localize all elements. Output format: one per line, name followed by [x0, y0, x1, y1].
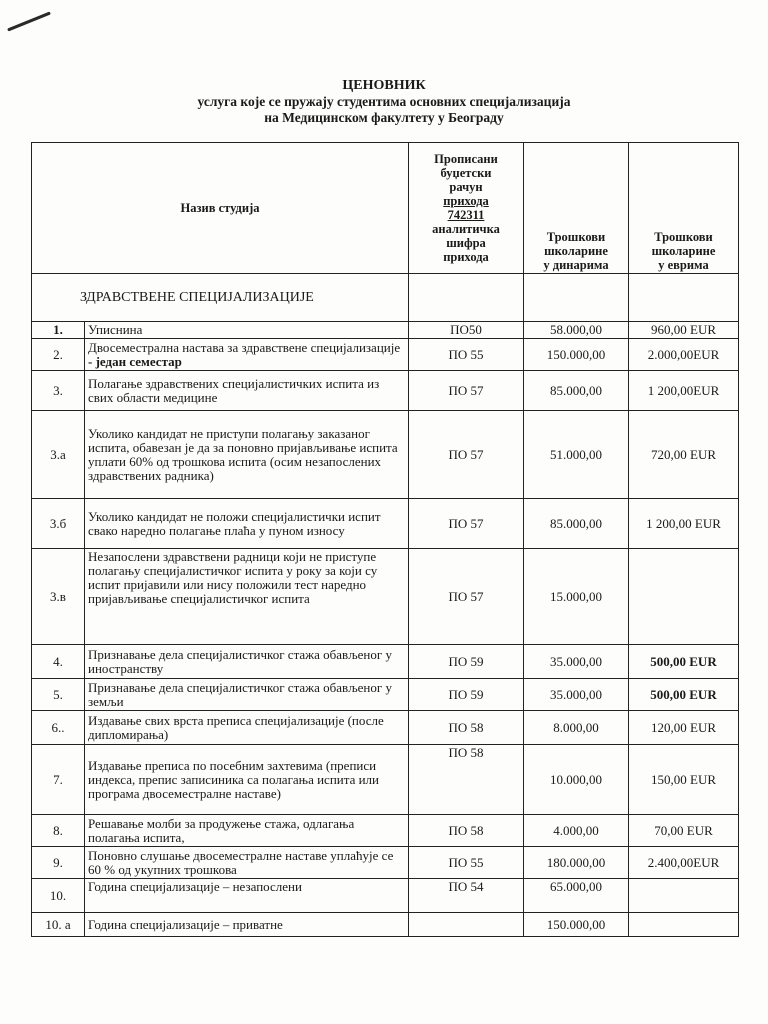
header-account-line: 742311 — [447, 208, 485, 222]
row-number: 3.б — [32, 499, 85, 549]
table-row — [32, 411, 739, 499]
row-name: Издавање преписа по посебним захтевима (преписи индекса, препис записиника са полагања испита или програма двосеместралне наставе) — [85, 745, 409, 815]
row-code: ПО 58 — [409, 745, 524, 815]
row-eur: 1 200,00EUR — [629, 371, 739, 411]
table-row — [32, 913, 739, 937]
row-rsd: 180.000,00 — [524, 847, 629, 879]
row-eur: 500,00 EUR — [629, 679, 739, 711]
header-eur-line: Трошкови — [654, 230, 713, 244]
header-account-line: Прописани — [434, 152, 498, 166]
document-subtitle-line1: услуга које се пружају студентима основних специјализација — [197, 94, 571, 109]
row-number: 10. а — [32, 913, 85, 937]
header-account-line: прихода — [443, 194, 489, 208]
pen-mark — [7, 11, 51, 31]
row-eur: 1 200,00 EUR — [629, 499, 739, 549]
row-code: ПО 57 — [409, 411, 524, 499]
row-eur: 720,00 EUR — [629, 411, 739, 499]
row-name: Уписнина — [85, 322, 409, 339]
header-rsd — [524, 143, 629, 274]
row-name: Решавање молби за продужење стажа, одлагања полагања испита, — [85, 815, 409, 847]
row-number: 3.в — [32, 549, 85, 645]
row-name: Уколико кандидат не положи специјалистички испит свако наредно полагање плаћа у пуном износу — [85, 499, 409, 549]
row-number: 9. — [32, 847, 85, 879]
row-rsd: 58.000,00 — [524, 322, 629, 339]
table-row — [32, 339, 739, 371]
table-row — [32, 679, 739, 711]
row-name-emphasis: - један семестар — [88, 353, 182, 369]
header-account-line: прихода — [443, 250, 489, 264]
header-rsd-line: у динарима — [543, 258, 609, 272]
row-number: 8. — [32, 815, 85, 847]
header-eur-line: школарине — [651, 244, 716, 258]
row-code: ПО 57 — [409, 549, 524, 645]
row-number: 3. — [32, 371, 85, 411]
row-code: ПО 55 — [409, 847, 524, 879]
header-account-line: аналитичка — [432, 222, 500, 236]
document-title: ЦЕНОВНИК — [342, 78, 426, 93]
row-rsd: 65.000,00 — [524, 879, 629, 913]
row-number: 3.а — [32, 411, 85, 499]
row-name: Признавање дела специјалистичког стажа обављеног у иностранству — [85, 645, 409, 679]
row-code: ПО50 — [409, 322, 524, 339]
row-number: 1. — [32, 322, 85, 339]
header-account-line: рачун — [449, 180, 483, 194]
header-eur-line: у еврима — [658, 258, 709, 272]
row-rsd: 35.000,00 — [524, 645, 629, 679]
row-eur — [629, 549, 739, 645]
row-eur: 960,00 EUR — [629, 322, 739, 339]
row-rsd: 150.000,00 — [524, 913, 629, 937]
row-name: Полагање здравствених специјалистичких испита из свих области медицине — [85, 371, 409, 411]
price-table — [31, 142, 739, 937]
row-code: ПО 57 — [409, 499, 524, 549]
row-code: ПО 58 — [409, 815, 524, 847]
header-rsd-line: школарине — [544, 244, 608, 258]
header-account — [409, 143, 524, 274]
table-row — [32, 711, 739, 745]
row-eur — [629, 879, 739, 913]
table-header-row — [32, 143, 739, 274]
empty-cell — [524, 274, 629, 322]
row-code: ПО 59 — [409, 645, 524, 679]
table-row — [32, 549, 739, 645]
row-number: 5. — [32, 679, 85, 711]
table-row — [32, 499, 739, 549]
row-number: 10. — [32, 879, 85, 913]
row-eur: 150,00 EUR — [629, 745, 739, 815]
header-eur — [629, 143, 739, 274]
row-rsd: 85.000,00 — [524, 371, 629, 411]
row-name: Година специјализације – незапослени — [85, 879, 409, 913]
table-row — [32, 645, 739, 679]
row-name: Незапослени здравствени радници који не приступе полагању специјалистичког испита у року за који су испит пријавили или нису положили тест наредно пријављивање специјалистичког испита — [85, 549, 409, 645]
row-number: 4. — [32, 645, 85, 679]
row-rsd: 35.000,00 — [524, 679, 629, 711]
row-number: 7. — [32, 745, 85, 815]
table-row — [32, 371, 739, 411]
row-name: Признавање дела специјалистичког стажа обављеног у земљи — [85, 679, 409, 711]
document-subtitle-line2: на Медицинском факултету у Београду — [264, 110, 504, 125]
header-name: Назив студија — [32, 143, 409, 274]
section-title: ЗДРАВСТВЕНЕ СПЕЦИЈАЛИЗАЦИЈЕ — [32, 274, 409, 322]
row-name: Уколико кандидат не приступи полагању заказаног испита, обавезан је да за поновно пријављивање испита уплати 60% од трошкова испита (осим незапослених здравствених радника) — [85, 411, 409, 499]
row-name: Поновно слушање двосеместралне наставе уплаћује се 60 % од укупних трошкова — [85, 847, 409, 879]
row-code — [409, 913, 524, 937]
table-row — [32, 322, 739, 339]
row-code: ПО 55 — [409, 339, 524, 371]
row-eur — [629, 913, 739, 937]
row-eur: 70,00 EUR — [629, 815, 739, 847]
row-eur: 2.400,00EUR — [629, 847, 739, 879]
row-code: ПО 59 — [409, 679, 524, 711]
table-row — [32, 847, 739, 879]
table-row — [32, 815, 739, 847]
section-row — [32, 274, 739, 322]
document-header — [0, 78, 768, 126]
table-row — [32, 879, 739, 913]
row-name-text: Двосеместрална настава за здравствене специјализације — [88, 339, 401, 355]
row-name: Година специјализације – приватне — [85, 913, 409, 937]
header-rsd-line: Трошкови — [546, 230, 606, 244]
row-eur: 2.000,00EUR — [629, 339, 739, 371]
empty-cell — [629, 274, 739, 322]
row-rsd: 51.000,00 — [524, 411, 629, 499]
row-rsd: 4.000,00 — [524, 815, 629, 847]
row-rsd: 15.000,00 — [524, 549, 629, 645]
row-code: ПО 58 — [409, 711, 524, 745]
empty-cell — [409, 274, 524, 322]
row-name — [85, 339, 409, 371]
row-rsd: 10.000,00 — [524, 745, 629, 815]
row-eur: 500,00 EUR — [629, 645, 739, 679]
row-code: ПО 54 — [409, 879, 524, 913]
row-rsd: 85.000,00 — [524, 499, 629, 549]
row-rsd: 8.000,00 — [524, 711, 629, 745]
row-name: Издавање свих врста преписа специјализације (после дипломирања) — [85, 711, 409, 745]
header-account-line: шифра — [446, 236, 486, 250]
row-rsd: 150.000,00 — [524, 339, 629, 371]
row-eur: 120,00 EUR — [629, 711, 739, 745]
row-number: 6.. — [32, 711, 85, 745]
header-account-line: буџетски — [440, 166, 492, 180]
table-row — [32, 745, 739, 815]
row-number: 2. — [32, 339, 85, 371]
row-code: ПО 57 — [409, 371, 524, 411]
